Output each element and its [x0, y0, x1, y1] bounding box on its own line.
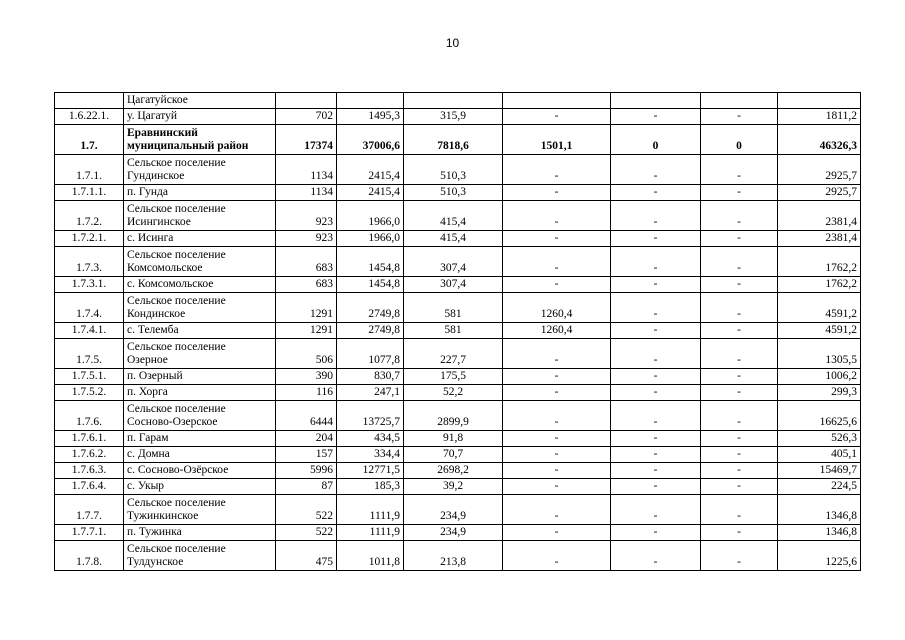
table-row — [55, 431, 861, 447]
cell-col-4: - — [503, 495, 611, 525]
cell-col-5: - — [611, 201, 701, 231]
cell-col-5: - — [611, 369, 701, 385]
cell-col-4: - — [503, 431, 611, 447]
cell-number: 1.7.4. — [55, 293, 124, 323]
cell-col-6: - — [701, 541, 778, 571]
cell-col-7: 1346,8 — [778, 495, 861, 525]
cell-col-4: - — [503, 541, 611, 571]
cell-number: 1.7.5. — [55, 339, 124, 369]
cell-col-1: 5996 — [276, 463, 337, 479]
cell-col-2: 2749,8 — [337, 323, 404, 339]
cell-col-3: 234,9 — [404, 525, 503, 541]
table-row — [55, 185, 861, 201]
cell-col-6: - — [701, 109, 778, 125]
cell-col-3: 307,4 — [404, 277, 503, 293]
cell-col-7: 1811,2 — [778, 109, 861, 125]
cell-col-6: - — [701, 247, 778, 277]
cell-col-5: - — [611, 463, 701, 479]
cell-col-3: 234,9 — [404, 495, 503, 525]
cell-col-5: - — [611, 247, 701, 277]
table-row — [55, 93, 861, 109]
table-row — [55, 339, 861, 369]
cell-name: Еравнинский муниципальный район — [124, 125, 276, 155]
cell-name: с. Комсомольское — [124, 277, 276, 293]
cell-number: 1.7.1.1. — [55, 185, 124, 201]
cell-col-2: 434,5 — [337, 431, 404, 447]
table-row — [55, 541, 861, 571]
cell-number: 1.7. — [55, 125, 124, 155]
cell-col-5: - — [611, 541, 701, 571]
cell-col-1: 1291 — [276, 293, 337, 323]
cell-col-1: 923 — [276, 201, 337, 231]
cell-col-2: 830,7 — [337, 369, 404, 385]
cell-number: 1.6.22.1. — [55, 109, 124, 125]
cell-col-5: 0 — [611, 125, 701, 155]
table-row — [55, 401, 861, 431]
cell-name: Сельское поселение Тужинкинское — [124, 495, 276, 525]
cell-col-7: 299,3 — [778, 385, 861, 401]
cell-col-4: - — [503, 447, 611, 463]
table-row — [55, 109, 861, 125]
cell-name: Сельское поселение Тулдунское — [124, 541, 276, 571]
cell-col-2: 37006,6 — [337, 125, 404, 155]
cell-col-6: - — [701, 339, 778, 369]
cell-col-5: - — [611, 525, 701, 541]
cell-col-4: - — [503, 339, 611, 369]
cell-col-1: 204 — [276, 431, 337, 447]
cell-col-4: - — [503, 463, 611, 479]
cell-col-1: 6444 — [276, 401, 337, 431]
cell-col-1: 157 — [276, 447, 337, 463]
cell-col-5: - — [611, 155, 701, 185]
cell-col-1: 1134 — [276, 185, 337, 201]
cell-col-5: - — [611, 447, 701, 463]
cell-number: 1.7.6.4. — [55, 479, 124, 495]
cell-col-5: - — [611, 277, 701, 293]
cell-col-5: - — [611, 385, 701, 401]
cell-name: Сельское поселение Комсомольское — [124, 247, 276, 277]
table-row — [55, 385, 861, 401]
cell-number: 1.7.8. — [55, 541, 124, 571]
cell-col-7: 46326,3 — [778, 125, 861, 155]
cell-number: 1.7.5.1. — [55, 369, 124, 385]
cell-col-6 — [701, 93, 778, 109]
cell-col-2: 2415,4 — [337, 155, 404, 185]
cell-col-5: - — [611, 479, 701, 495]
table-row — [55, 447, 861, 463]
cell-col-3: 581 — [404, 323, 503, 339]
cell-name: Сельское поселение Сосново-Озерское — [124, 401, 276, 431]
cell-col-2: 1966,0 — [337, 231, 404, 247]
cell-col-7: 224,5 — [778, 479, 861, 495]
cell-col-6: - — [701, 495, 778, 525]
cell-col-7: 1762,2 — [778, 247, 861, 277]
cell-col-1: 1134 — [276, 155, 337, 185]
cell-col-7: 2925,7 — [778, 185, 861, 201]
cell-col-2: 1454,8 — [337, 247, 404, 277]
cell-col-3: 415,4 — [404, 231, 503, 247]
cell-col-4: - — [503, 479, 611, 495]
cell-name: Сельское поселение Озерное — [124, 339, 276, 369]
cell-col-2: 1966,0 — [337, 201, 404, 231]
cell-name: п. Хорга — [124, 385, 276, 401]
cell-name: Сельское поселение Исингинское — [124, 201, 276, 231]
cell-number: 1.7.6.1. — [55, 431, 124, 447]
cell-col-4: - — [503, 201, 611, 231]
cell-col-2: 12771,5 — [337, 463, 404, 479]
table-row — [55, 247, 861, 277]
cell-col-2: 2749,8 — [337, 293, 404, 323]
cell-col-1 — [276, 93, 337, 109]
cell-col-5: - — [611, 185, 701, 201]
cell-col-7: 2925,7 — [778, 155, 861, 185]
cell-name: у. Цагатуй — [124, 109, 276, 125]
cell-col-7: 2381,4 — [778, 201, 861, 231]
cell-name: с. Сосново-Озёрское — [124, 463, 276, 479]
cell-number: 1.7.1. — [55, 155, 124, 185]
table-row — [55, 231, 861, 247]
cell-col-1: 702 — [276, 109, 337, 125]
cell-name: п. Гарам — [124, 431, 276, 447]
cell-col-1: 17374 — [276, 125, 337, 155]
cell-col-4: - — [503, 231, 611, 247]
cell-col-1: 506 — [276, 339, 337, 369]
cell-col-5: - — [611, 109, 701, 125]
cell-col-3 — [404, 93, 503, 109]
cell-col-3: 175,5 — [404, 369, 503, 385]
cell-col-1: 522 — [276, 525, 337, 541]
cell-col-3: 307,4 — [404, 247, 503, 277]
cell-col-1: 683 — [276, 247, 337, 277]
cell-col-4: - — [503, 247, 611, 277]
table-row — [55, 125, 861, 155]
cell-col-3: 39,2 — [404, 479, 503, 495]
table-row — [55, 323, 861, 339]
cell-col-4: - — [503, 369, 611, 385]
cell-col-7: 2381,4 — [778, 231, 861, 247]
cell-name: с. Телемба — [124, 323, 276, 339]
cell-number: 1.7.4.1. — [55, 323, 124, 339]
cell-col-4: - — [503, 155, 611, 185]
cell-col-2: 1011,8 — [337, 541, 404, 571]
cell-col-7: 4591,2 — [778, 323, 861, 339]
cell-name: п. Тужинка — [124, 525, 276, 541]
cell-col-3: 91,8 — [404, 431, 503, 447]
cell-col-7: 1346,8 — [778, 525, 861, 541]
cell-col-1: 522 — [276, 495, 337, 525]
cell-col-6: - — [701, 201, 778, 231]
cell-col-7: 15469,7 — [778, 463, 861, 479]
cell-col-7: 1006,2 — [778, 369, 861, 385]
cell-col-3: 581 — [404, 293, 503, 323]
cell-col-5: - — [611, 339, 701, 369]
table-row — [55, 277, 861, 293]
cell-number: 1.7.6. — [55, 401, 124, 431]
cell-col-2: 185,3 — [337, 479, 404, 495]
cell-col-4: - — [503, 185, 611, 201]
cell-number: 1.7.6.3. — [55, 463, 124, 479]
cell-col-5: - — [611, 495, 701, 525]
cell-number: 1.7.3.1. — [55, 277, 124, 293]
cell-col-7: 4591,2 — [778, 293, 861, 323]
cell-col-5: - — [611, 323, 701, 339]
cell-col-4: - — [503, 109, 611, 125]
cell-col-7: 1225,6 — [778, 541, 861, 571]
cell-col-2: 334,4 — [337, 447, 404, 463]
cell-col-5: - — [611, 231, 701, 247]
cell-col-4: - — [503, 277, 611, 293]
cell-col-2: 1111,9 — [337, 495, 404, 525]
table-row — [55, 495, 861, 525]
cell-number: 1.7.2.1. — [55, 231, 124, 247]
table-row — [55, 525, 861, 541]
cell-col-1: 683 — [276, 277, 337, 293]
cell-number: 1.7.3. — [55, 247, 124, 277]
cell-col-3: 2899,9 — [404, 401, 503, 431]
cell-col-6: - — [701, 155, 778, 185]
table-row — [55, 369, 861, 385]
cell-name: с. Домна — [124, 447, 276, 463]
cell-col-6: - — [701, 185, 778, 201]
cell-col-2: 13725,7 — [337, 401, 404, 431]
cell-col-5: - — [611, 401, 701, 431]
cell-col-3: 227,7 — [404, 339, 503, 369]
cell-col-5 — [611, 93, 701, 109]
cell-col-5: - — [611, 293, 701, 323]
cell-col-6: - — [701, 401, 778, 431]
cell-col-2 — [337, 93, 404, 109]
cell-name: Сельское поселение Кондинское — [124, 293, 276, 323]
cell-name: с. Укыр — [124, 479, 276, 495]
cell-number: 1.7.6.2. — [55, 447, 124, 463]
cell-col-6: 0 — [701, 125, 778, 155]
cell-col-3: 2698,2 — [404, 463, 503, 479]
cell-col-3: 7818,6 — [404, 125, 503, 155]
cell-col-2: 1495,3 — [337, 109, 404, 125]
cell-col-2: 1111,9 — [337, 525, 404, 541]
table-row — [55, 463, 861, 479]
cell-col-3: 510,3 — [404, 155, 503, 185]
cell-col-7: 1762,2 — [778, 277, 861, 293]
cell-name: Цагатуйское — [124, 93, 276, 109]
table-row — [55, 293, 861, 323]
cell-col-2: 247,1 — [337, 385, 404, 401]
cell-name: п. Гунда — [124, 185, 276, 201]
cell-col-4: - — [503, 385, 611, 401]
cell-col-7: 1305,5 — [778, 339, 861, 369]
table-row — [55, 201, 861, 231]
cell-col-6: - — [701, 479, 778, 495]
cell-number — [55, 93, 124, 109]
cell-col-1: 116 — [276, 385, 337, 401]
cell-col-3: 70,7 — [404, 447, 503, 463]
cell-number: 1.7.2. — [55, 201, 124, 231]
cell-col-4 — [503, 93, 611, 109]
cell-col-6: - — [701, 431, 778, 447]
cell-name: п. Озерный — [124, 369, 276, 385]
cell-col-6: - — [701, 277, 778, 293]
cell-number: 1.7.7. — [55, 495, 124, 525]
cell-col-2: 2415,4 — [337, 185, 404, 201]
cell-col-1: 923 — [276, 231, 337, 247]
table-row — [55, 479, 861, 495]
data-table — [54, 92, 861, 571]
cell-col-7 — [778, 93, 861, 109]
cell-col-5: - — [611, 431, 701, 447]
cell-col-6: - — [701, 323, 778, 339]
cell-col-6: - — [701, 447, 778, 463]
cell-col-2: 1454,8 — [337, 277, 404, 293]
cell-col-4: 1260,4 — [503, 323, 611, 339]
cell-col-1: 475 — [276, 541, 337, 571]
cell-col-6: - — [701, 293, 778, 323]
cell-col-7: 526,3 — [778, 431, 861, 447]
cell-number: 1.7.7.1. — [55, 525, 124, 541]
cell-name: Сельское поселение Гундинское — [124, 155, 276, 185]
cell-col-7: 405,1 — [778, 447, 861, 463]
cell-col-6: - — [701, 525, 778, 541]
cell-col-1: 1291 — [276, 323, 337, 339]
cell-col-7: 16625,6 — [778, 401, 861, 431]
cell-col-6: - — [701, 231, 778, 247]
cell-col-4: 1501,1 — [503, 125, 611, 155]
table-row — [55, 155, 861, 185]
cell-col-6: - — [701, 385, 778, 401]
cell-col-3: 510,3 — [404, 185, 503, 201]
cell-col-1: 390 — [276, 369, 337, 385]
cell-col-3: 415,4 — [404, 201, 503, 231]
cell-col-4: - — [503, 525, 611, 541]
cell-col-2: 1077,8 — [337, 339, 404, 369]
cell-col-4: - — [503, 401, 611, 431]
cell-col-3: 213,8 — [404, 541, 503, 571]
cell-col-1: 87 — [276, 479, 337, 495]
cell-col-3: 315,9 — [404, 109, 503, 125]
cell-number: 1.7.5.2. — [55, 385, 124, 401]
page-number: 10 — [445, 36, 460, 50]
cell-col-6: - — [701, 369, 778, 385]
cell-col-6: - — [701, 463, 778, 479]
cell-col-4: 1260,4 — [503, 293, 611, 323]
cell-name: с. Исинга — [124, 231, 276, 247]
cell-col-3: 52,2 — [404, 385, 503, 401]
